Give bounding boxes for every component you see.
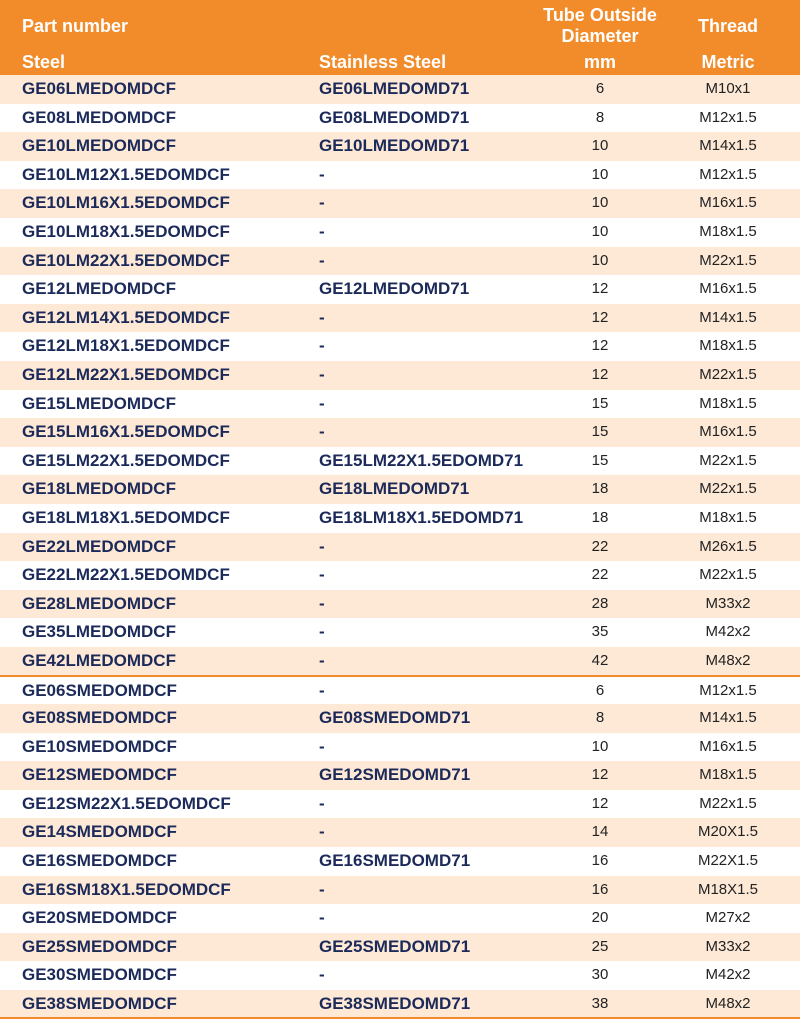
steel-part-cell: GE10LM12X1.5EDOMDCF: [22, 164, 230, 184]
steel-part-cell: GE30SMEDOMDCF: [22, 965, 177, 985]
tube-od-cell: 15: [591, 423, 609, 441]
thread-cell: M48x2: [705, 995, 751, 1012]
thread-cell: M18x1.5: [699, 222, 757, 240]
thread-cell: M33x2: [705, 937, 751, 955]
stainless-part-cell: -: [319, 536, 325, 556]
tube-od-cell: 6: [595, 80, 605, 97]
table-row: [0, 733, 800, 762]
thread-cell: M14x1.5: [699, 709, 757, 727]
stainless-part-cell: -: [319, 164, 325, 184]
stainless-part-cell: -: [319, 681, 325, 701]
stainless-part-cell: -: [319, 593, 325, 613]
thread-cell: M22x1.5: [699, 566, 757, 584]
thread-cell: M10x1: [705, 80, 751, 97]
table-row: [0, 390, 800, 419]
thread-cell: M14x1.5: [699, 308, 757, 326]
steel-part-cell: GE15LM22X1.5EDOMDCF: [22, 450, 230, 470]
stainless-part-cell: -: [319, 793, 325, 813]
table-row: [0, 332, 800, 361]
table-row: [0, 675, 800, 704]
tube-od-cell: 22: [591, 537, 609, 555]
steel-part-cell: GE12LMEDOMDCF: [22, 279, 176, 299]
stainless-part-cell: -: [319, 650, 325, 670]
thread-cell: M14x1.5: [699, 137, 757, 155]
stainless-part-cell: -: [319, 250, 325, 270]
steel-part-cell: GE12SMEDOMDCF: [22, 765, 177, 785]
stainless-part-cell: -: [319, 879, 325, 899]
header-part-number: Part number: [22, 16, 129, 36]
thread-cell: M42x2: [705, 623, 751, 641]
header-steel: Steel: [22, 52, 66, 72]
tube-od-cell: 12: [591, 337, 609, 355]
table-row: [0, 132, 800, 161]
stainless-part-cell: GE15LM22X1.5EDOMD71: [319, 450, 524, 470]
thread-cell: M48x2: [705, 651, 751, 669]
table-row: [0, 533, 800, 562]
thread-cell: M16x1.5: [699, 737, 757, 755]
thread-cell: M27x2: [705, 909, 751, 927]
table-row: [0, 618, 800, 647]
header-tube-od: [540, 5, 660, 47]
steel-part-cell: GE12LM22X1.5EDOMDCF: [22, 364, 230, 384]
stainless-part-cell: -: [319, 393, 325, 413]
table-row: [0, 990, 800, 1019]
thread-cell: M18X1.5: [697, 880, 759, 898]
header-mm: mm: [583, 52, 616, 72]
thread-cell: M12x1.5: [699, 682, 757, 700]
header-metric: Metric: [701, 52, 755, 72]
steel-part-cell: GE38SMEDOMDCF: [22, 994, 177, 1013]
table-row: [0, 447, 800, 476]
steel-part-cell: GE18LMEDOMDCF: [22, 479, 176, 499]
stainless-part-cell: -: [319, 622, 325, 642]
stainless-part-cell: GE18LM18X1.5EDOMD71: [319, 507, 524, 527]
steel-part-cell: GE10LMEDOMDCF: [22, 136, 176, 156]
thread-cell: M42x2: [705, 966, 751, 984]
stainless-part-cell: -: [319, 336, 325, 356]
tube-od-cell: 42: [591, 651, 609, 669]
table-row: [0, 504, 800, 533]
table-row: [0, 818, 800, 847]
thread-cell: M33x2: [705, 594, 751, 612]
thread-cell: M18x1.5: [699, 337, 757, 355]
stainless-part-cell: GE06LMEDOMD71: [319, 79, 470, 98]
steel-part-cell: GE12SM22X1.5EDOMDCF: [22, 793, 231, 813]
steel-part-cell: GE35LMEDOMDCF: [22, 622, 176, 642]
steel-part-cell: GE28LMEDOMDCF: [22, 593, 176, 613]
steel-part-cell: GE14SMEDOMDCF: [22, 822, 177, 842]
stainless-part-cell: -: [319, 965, 325, 985]
table-row: [0, 361, 800, 390]
thread-cell: M18x1.5: [699, 394, 757, 412]
tube-od-cell: 12: [591, 308, 609, 326]
stainless-part-cell: -: [319, 422, 325, 442]
tube-od-cell: 14: [591, 823, 609, 841]
steel-part-cell: GE08SMEDOMDCF: [22, 708, 177, 728]
steel-part-cell: GE08LMEDOMDCF: [22, 107, 176, 127]
thread-cell: M22X1.5: [697, 852, 759, 870]
stainless-part-cell: GE38SMEDOMD71: [319, 994, 471, 1013]
thread-cell: M18x1.5: [699, 508, 757, 526]
thread-cell: M22x1.5: [699, 451, 757, 469]
table-row: [0, 75, 800, 104]
tube-od-cell: 10: [591, 737, 609, 755]
table-row: [0, 704, 800, 733]
steel-part-cell: GE42LMEDOMDCF: [22, 650, 176, 670]
header-tube-od-line1: Tube Outside: [543, 5, 657, 25]
header-thread: Thread: [697, 16, 758, 36]
tube-od-cell: 12: [591, 365, 609, 383]
stainless-part-cell: GE12LMEDOMD71: [319, 279, 470, 299]
stainless-part-cell: GE16SMEDOMD71: [319, 851, 471, 871]
table-row: [0, 218, 800, 247]
steel-part-cell: GE16SM18X1.5EDOMDCF: [22, 879, 231, 899]
tube-od-cell: 12: [591, 794, 609, 812]
steel-part-cell: GE22LM22X1.5EDOMDCF: [22, 565, 230, 585]
tube-od-cell: 35: [591, 623, 609, 641]
table-row: [0, 590, 800, 619]
thread-cell: M22x1.5: [699, 365, 757, 383]
thread-cell: M16x1.5: [699, 423, 757, 441]
stainless-part-cell: GE18LMEDOMD71: [319, 479, 470, 499]
thread-cell: M22x1.5: [699, 251, 757, 269]
steel-part-cell: GE12LM18X1.5EDOMDCF: [22, 336, 230, 356]
tube-od-cell: 10: [591, 194, 609, 212]
table-row: [0, 847, 800, 876]
tube-od-cell: 30: [591, 966, 609, 984]
steel-part-cell: GE10LM16X1.5EDOMDCF: [22, 193, 230, 213]
tube-od-cell: 20: [591, 909, 609, 927]
tube-od-cell: 38: [591, 995, 609, 1012]
stainless-part-cell: -: [319, 565, 325, 585]
table-row: [0, 561, 800, 590]
table-row: [0, 247, 800, 276]
table-row: [0, 876, 800, 905]
thread-cell: M12x1.5: [699, 165, 757, 183]
header-tube-od-line2: Diameter: [561, 26, 639, 46]
table-row: [0, 961, 800, 990]
tube-od-cell: 12: [591, 280, 609, 298]
tube-od-cell: 10: [591, 137, 609, 155]
steel-part-cell: GE15LM16X1.5EDOMDCF: [22, 422, 230, 442]
stainless-part-cell: GE10LMEDOMD71: [319, 136, 470, 156]
thread-cell: M18x1.5: [699, 766, 757, 784]
table-row: [0, 790, 800, 819]
steel-part-cell: GE22LMEDOMDCF: [22, 536, 176, 556]
steel-part-cell: GE15LMEDOMDCF: [22, 393, 176, 413]
stainless-part-cell: GE25SMEDOMD71: [319, 936, 471, 956]
tube-od-cell: 16: [591, 852, 609, 870]
tube-od-cell: 28: [591, 594, 609, 612]
table-row: [0, 304, 800, 333]
steel-part-cell: GE10LM22X1.5EDOMDCF: [22, 250, 230, 270]
stainless-part-cell: -: [319, 307, 325, 327]
tube-od-cell: 10: [591, 165, 609, 183]
tube-od-cell: 6: [595, 682, 605, 700]
thread-cell: M16x1.5: [699, 280, 757, 298]
stainless-part-cell: -: [319, 736, 325, 756]
table-row: [0, 761, 800, 790]
steel-part-cell: GE18LM18X1.5EDOMDCF: [22, 507, 230, 527]
steel-part-cell: GE16SMEDOMDCF: [22, 851, 177, 871]
stainless-part-cell: -: [319, 193, 325, 213]
stainless-part-cell: GE08LMEDOMD71: [319, 107, 470, 127]
tube-od-cell: 18: [591, 480, 609, 498]
table-row: [0, 189, 800, 218]
tube-od-cell: 18: [591, 508, 609, 526]
steel-part-cell: GE10LM18X1.5EDOMDCF: [22, 221, 230, 241]
thread-cell: M16x1.5: [699, 194, 757, 212]
thread-cell: M26x1.5: [699, 537, 757, 555]
table-row: [0, 161, 800, 190]
table-row: [0, 104, 800, 133]
thread-cell: M22x1.5: [699, 794, 757, 812]
stainless-part-cell: -: [319, 221, 325, 241]
steel-part-cell: GE25SMEDOMDCF: [22, 936, 177, 956]
tube-od-cell: 16: [591, 880, 609, 898]
stainless-part-cell: GE08SMEDOMD71: [319, 708, 471, 728]
stainless-part-cell: -: [319, 364, 325, 384]
steel-part-cell: GE12LM14X1.5EDOMDCF: [22, 307, 230, 327]
thread-cell: M20X1.5: [697, 823, 759, 841]
tube-od-cell: 22: [591, 566, 609, 584]
stainless-part-cell: -: [319, 908, 325, 928]
thread-cell: M22x1.5: [699, 480, 757, 498]
tube-od-cell: 10: [591, 251, 609, 269]
thread-cell: M12x1.5: [699, 108, 757, 126]
table-row: [0, 904, 800, 933]
tube-od-cell: 8: [595, 709, 605, 727]
table-body: [0, 75, 800, 1019]
header-stainless-steel: Stainless Steel: [319, 52, 447, 72]
steel-part-cell: GE06LMEDOMDCF: [22, 79, 176, 98]
table-row: [0, 275, 800, 304]
table-row: [0, 933, 800, 962]
table-header: [0, 0, 800, 75]
table-row: [0, 475, 800, 504]
tube-od-cell: 15: [591, 451, 609, 469]
tube-od-cell: 15: [591, 394, 609, 412]
stainless-part-cell: -: [319, 822, 325, 842]
tube-od-cell: 25: [591, 937, 609, 955]
steel-part-cell: GE10SMEDOMDCF: [22, 736, 177, 756]
tube-od-cell: 12: [591, 766, 609, 784]
table-row: [0, 647, 800, 676]
stainless-part-cell: GE12SMEDOMD71: [319, 765, 471, 785]
tube-od-cell: 10: [591, 222, 609, 240]
steel-part-cell: GE06SMEDOMDCF: [22, 681, 177, 701]
table-row: [0, 418, 800, 447]
steel-part-cell: GE20SMEDOMDCF: [22, 908, 177, 928]
tube-od-cell: 8: [595, 108, 605, 126]
